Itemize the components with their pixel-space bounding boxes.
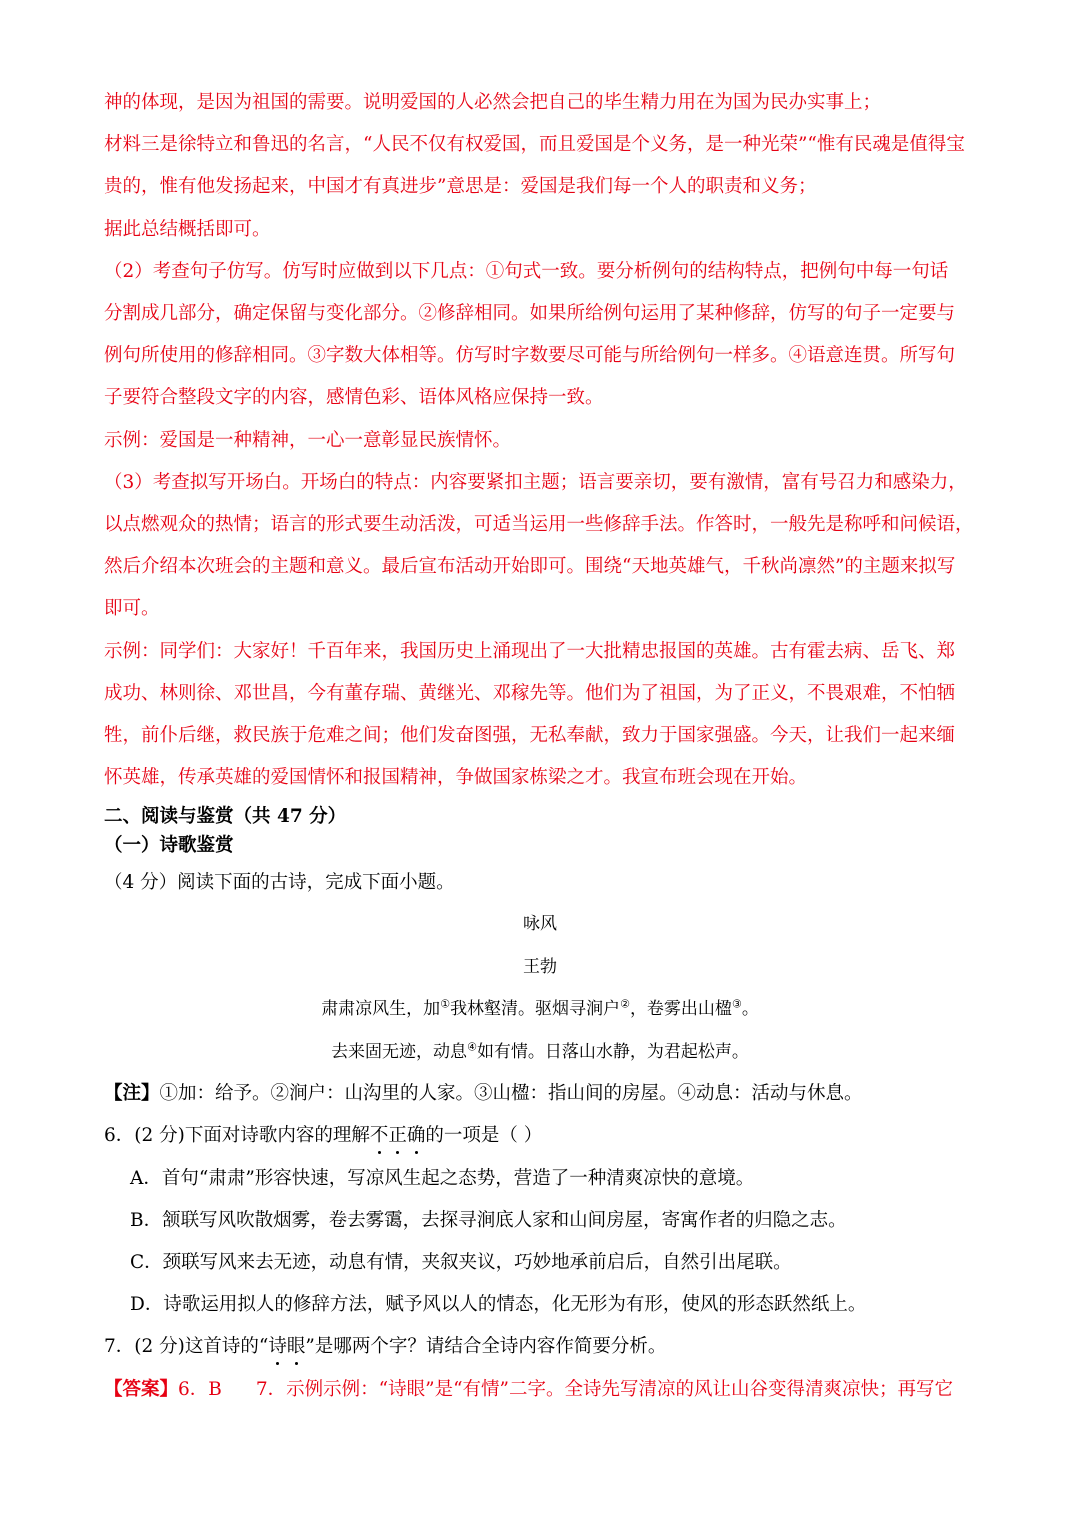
q6-option-b: B．颔联写风吹散烟雾，卷去雾霭，去探寻涧底人家和山间房屋，寄寓作者的归隐之志。 (130, 1210, 847, 1231)
note-text: ①加：给予。②涧户：山沟里的人家。③山楹：指山间的房屋。④动息：活动与休息。 (159, 1083, 863, 1104)
answer-explanation-line: 贵的，惟有他发扬起来，中国才有真进步”意思是：爱国是我们每一个人的职责和义务； (104, 176, 817, 197)
q7-stem-text: 7．(2 分)这首诗的“ (104, 1336, 269, 1357)
poem-title: 咏风 (523, 914, 557, 934)
answer-explanation-line: 成功、林则徐、邓世昌，今有董存瑞、黄继光、邓稼先等。他们为了祖国，为了正义，不畏艰难，不怕牺 (104, 683, 956, 704)
question-intro: （4 分）阅读下面的古诗，完成下面小题。 (104, 872, 455, 893)
poem-text: 肃肃凉风生，加 (321, 999, 441, 1019)
question-7-stem (104, 1334, 984, 1360)
answer-explanation-line: 子要符合整段文字的内容，感情色彩、语体风格应保持一致。 (104, 387, 604, 408)
section-heading: 二、阅读与鉴赏（共 47 分） (104, 806, 347, 827)
emphasis-char: 诗 (268, 1334, 287, 1360)
answer-explanation-line: 即可。 (104, 598, 160, 619)
answer-explanation-line: （2）考查句子仿写。仿写时应做到以下几点：①句式一致。要分析例句的结构特点，把例句中每一句话 (104, 261, 949, 282)
answer-explanation-line: 以点燃观众的热情；语言的形式要生动活泼，可适当运用一些修辞手法。作答时，一般先是称呼和问候语， (104, 514, 974, 535)
q7-stem-text: ”是哪两个字？请结合全诗内容作简要分析。 (305, 1336, 667, 1357)
emphasis-char: 眼 (287, 1334, 306, 1360)
emphasis-char: 确 (407, 1123, 426, 1149)
note-ref-4: ④ (467, 1040, 477, 1054)
poem-line-2 (0, 1039, 1080, 1065)
sub-heading: （一）诗歌鉴赏 (104, 835, 234, 856)
answer-explanation-line: 牲，前仆后继，救民族于危难之间；他们发奋图强，无私奉献，致力于国家强盛。今天，让我们一起来缅 (104, 725, 956, 746)
poem-author: 王勃 (523, 957, 557, 977)
q6-option-c: C．颈联写风来去无迹，动息有情，夹叙夹议，巧妙地承前启后，自然引出尾联。 (130, 1252, 792, 1273)
emphasis-char: 正 (388, 1123, 407, 1149)
poem-text: ，卷雾出山楹 (629, 999, 732, 1019)
answer-explanation-line: （3）考查拟写开场白。开场白的特点：内容要紧扣主题；语言要亲切，要有激情，富有号召力和感染力， (104, 472, 967, 493)
poem-text: 如有情。日落山水静，为君起松声。 (476, 1042, 749, 1062)
answer-explanation-line: 神的体现，是因为祖国的需要。说明爱国的人必然会把自己的毕生精力用在为国为民办实事上； (104, 92, 882, 113)
answer-explanation-line: 据此总结概括即可。 (104, 219, 271, 240)
answer-explanation-line: 然后介绍本次班会的主题和意义。最后宣布活动开始即可。围绕“天地英雄气，千秋尚凛然”的主题来拟写 (104, 556, 956, 577)
poem-text: 我林壑清。驱烟寻涧户 (450, 999, 621, 1019)
question-6-stem (104, 1123, 984, 1149)
answer-explanation-line: 例句所使用的修辞相同。③字数大体相等。仿写时字数要尽可能与所给例句一样多。④语意连贯。所写句 (104, 345, 956, 366)
answer-explanation-line: 分割成几部分，确定保留与变化部分。②修辞相同。如果所给例句运用了某种修辞，仿写的句子一定要与 (104, 303, 956, 324)
q6-stem-text: 的一项是（ ） (425, 1125, 543, 1146)
poem-line-1 (0, 996, 1080, 1022)
answer-explanation-line: 怀英雄，传承英雄的爱国情怀和报国精神，争做国家栋梁之才。我宣布班会现在开始。 (104, 767, 808, 788)
poem-note (104, 1081, 984, 1107)
answer-line (104, 1377, 984, 1403)
q6-option-a: A．首句“肃肃”形容快速，写凉风生起之态势，营造了一种清爽凉快的意境。 (130, 1168, 755, 1189)
answer-label: 【答案】 (104, 1379, 179, 1400)
answer-explanation-line: 材料三是徐特立和鲁迅的名言，“人民不仅有权爱国，而且爱国是个义务，是一种光荣”“惟有民魂是值得宝 (104, 134, 965, 155)
q6-stem-text: 6．(2 分)下面对诗歌内容的理解 (104, 1125, 370, 1146)
answer-q6: 6．B (178, 1379, 222, 1400)
answer-explanation-line: 示例：爱国是一种精神，一心一意彰显民族情怀。 (104, 430, 512, 451)
answer-q7: 7．示例示例：“诗眼”是“有情”二字。全诗先写清凉的风让山谷变得清爽凉快；再写它 (255, 1379, 953, 1400)
note-label: 【注】 (104, 1083, 160, 1104)
emphasis-char: 不 (370, 1123, 389, 1149)
note-ref-1: ① (440, 997, 451, 1011)
poem-text: 。 (741, 999, 759, 1019)
poem-text: 去来固无迹，动息 (331, 1042, 468, 1062)
answer-explanation-line: 示例：同学们：大家好！千百年来，我国历史上涌现出了一大批精忠报国的英雄。古有霍去病、岳飞、郑 (104, 641, 956, 662)
note-ref-3: ③ (731, 997, 742, 1011)
note-ref-2: ② (620, 997, 630, 1011)
q6-option-d: D．诗歌运用拟人的修辞方法，赋予风以人的情态，化无形为有形，使风的形态跃然纸上。 (130, 1294, 867, 1315)
